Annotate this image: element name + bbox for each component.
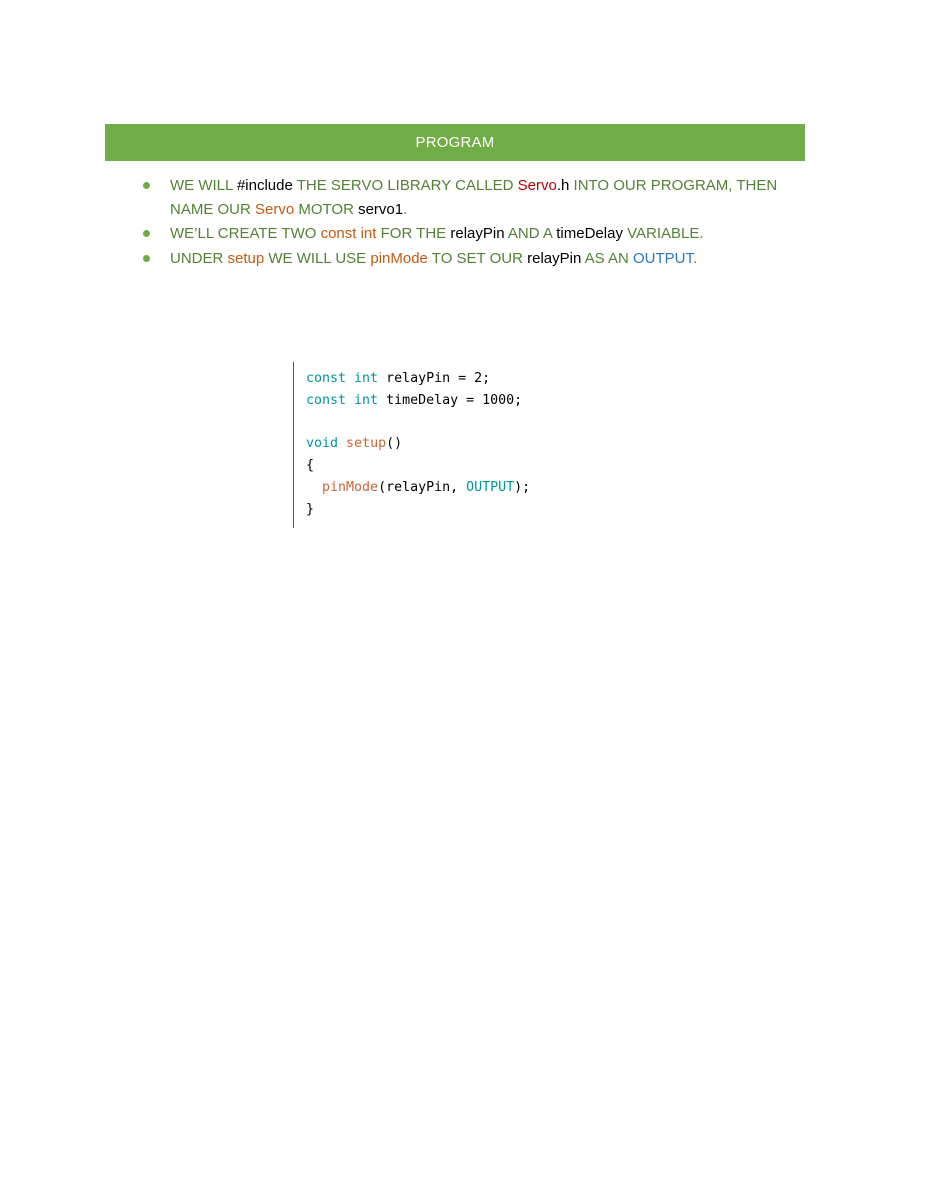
- bullet-text: WE WILL #include THE SERVO LIBRARY CALLED Servo.h INTO OUR PROGRAM, THEN NAME OUR Servo MOTOR servo1.: [170, 177, 778, 218]
- section-title: PROGRAM: [415, 134, 495, 151]
- list-item: [140, 174, 800, 221]
- bullet-text: UNDER setup WE WILL USE pinMode TO SET OUR relayPin AS AN OUTPUT.: [170, 249, 698, 267]
- code-line: pinMode(relayPin, OUTPUT);: [322, 479, 531, 495]
- code-snippet: [293, 362, 573, 528]
- bullet-text: WE’LL CREATE TWO const int FOR THE relayPin AND A timeDelay VARIABLE.: [170, 225, 704, 242]
- code-line: const int timeDelay = 1000;: [306, 392, 523, 408]
- code-line: const int relayPin = 2;: [306, 371, 491, 386]
- code-line: }: [306, 501, 315, 517]
- instruction-list: [140, 174, 800, 271]
- bullet-icon: [143, 255, 150, 262]
- code-line: void setup(): [306, 436, 403, 452]
- bullet-icon: [143, 182, 150, 189]
- section-header: [105, 124, 805, 161]
- list-item: [140, 247, 800, 271]
- list-item: [140, 222, 800, 246]
- code-blank-line: [306, 412, 573, 434]
- code-line: {: [306, 458, 315, 474]
- bullet-icon: [143, 230, 150, 237]
